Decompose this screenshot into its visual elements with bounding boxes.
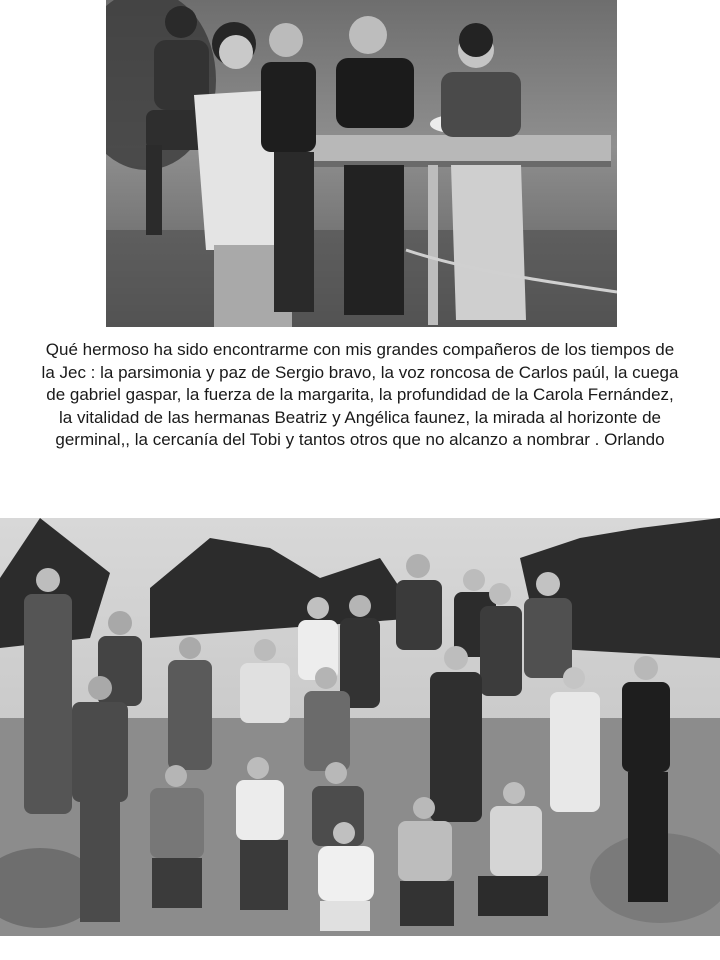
- top-photo-scene: [106, 0, 617, 327]
- photo-caption: Qué hermoso ha sido encontrarme con mis grandes compañeros de los tiempos de la Jec : la parsimonia y paz de Sergio bravo, la voz roncosa de Carlos paúl, la cuega de gabriel gaspar, la fuerza de la margarita, la profundidad de la Carola Fernández, la vitalidad de las hermanas Beatriz y Angélica faunez, la mirada al horizonte de germinal,, la cercanía del Tobi y tantos otros que no alcanzo a nombrar . Orlando: [41, 340, 679, 450]
- top-photograph: [106, 0, 617, 327]
- top-photo-person-3: [336, 16, 414, 315]
- bottom-group-photograph: [0, 518, 720, 936]
- bottom-photo-scene: [0, 518, 720, 936]
